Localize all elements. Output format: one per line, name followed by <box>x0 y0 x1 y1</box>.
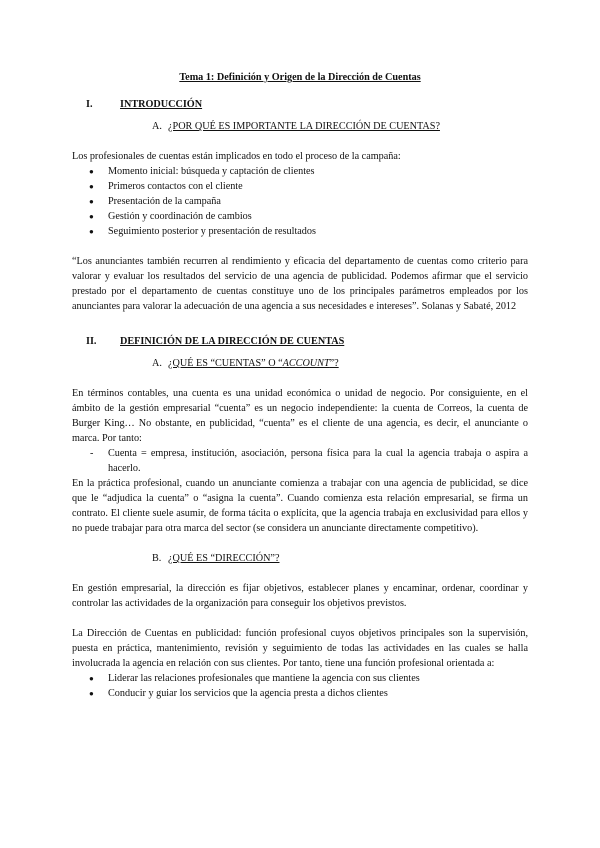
function-list <box>72 671 528 701</box>
document-title: Tema 1: Definición y Origen de la Dirección de Cuentas <box>179 72 421 83</box>
list-item: ● Presentación de la campaña <box>72 194 528 209</box>
intro-paragraph: Los profesionales de cuentas están implicados en todo el proceso de la campaña: <box>72 151 401 162</box>
professional-practice-paragraph: En la práctica profesional, cuando un anunciante comienza a trabajar con una agencia de publicidad, se dice que le “adjudica la cuenta” o “asigna la cuenta”. Cuando comienza esta relación empresarial, se firma un contrato. El cliente suele asumir, de forma tácita o explícita, que la agencia trabaja en exclusividad para ellos y no puede trabajar para otra marca del sector (se considera un anunciante directamente competitivo). <box>72 478 528 534</box>
section-2-title: DEFINICIÓN DE LA DIRECCIÓN DE CUENTAS <box>120 336 345 347</box>
section-1-number: I. <box>86 99 93 110</box>
list-item: ● Momento inicial: búsqueda y captación de clientes <box>72 164 528 179</box>
management-paragraph: En gestión empresarial, la dirección es fijar objetivos, establecer planes y encaminar, ordenar, coordinar y controlar las actividades de la organización para conseguir los objetivos previstos. <box>72 583 528 609</box>
section-2-heading <box>72 334 528 349</box>
list-item: - Cuenta = empresa, institución, asociación, persona física para la cual la agencia trabaja o aspira a hacerlo. <box>72 446 528 476</box>
list-item: ● Seguimiento posterior y presentación de resultados <box>72 224 528 239</box>
subsection-1a-heading <box>72 119 528 134</box>
account-direction-paragraph: La Dirección de Cuentas en publicidad: función profesional cuyos objetivos principales son la supervisión, puesta en práctica, mantenimiento, revisión y seguimiento de todas las actividades en las cuales se halla involucrada la agencia en relación con sus clientes. Por tanto, tiene una función profesional orientada a: <box>72 628 528 669</box>
document-page <box>72 70 528 701</box>
subsection-2b-number: B. <box>152 553 162 564</box>
accounts-definition-paragraph: En términos contables, una cuenta es una unidad económica o unidad de negocio. Por consiguiente, en el ámbito de la gestión empresarial “cuenta” es un negocio independiente: la cuenta de Correos, la cuenta de Burger King… No obstante, en publicidad, “cuenta” es el cliente de una agencia, es decir, el anunciante o marca. Por tanto: <box>72 388 528 444</box>
campaign-process-list <box>72 164 528 239</box>
subsection-2a-title: ¿QUÉ ES “CUENTAS” O “ACCOUNT”? <box>168 358 339 369</box>
quote-paragraph: “Los anunciantes también recurren al rendimiento y eficacia del departamento de cuentas como criterio para valorar y evaluar los resultados del servicio de una agencia de publicidad. Podemos afirmar que el servicio prestado por el departamento de cuentas constituye uno de los principales parámetros empleados por los anunciantes para valorar la adecuación de una agencia a sus necesidades e intereses”. Solanas y Sabaté, 2012 <box>72 256 528 312</box>
account-definition-list <box>72 446 528 476</box>
subsection-2a-number: A. <box>152 358 162 369</box>
section-1-heading <box>72 97 528 112</box>
subsection-2b-heading <box>72 551 528 566</box>
subsection-1a-title: ¿POR QUÉ ES IMPORTANTE LA DIRECCIÓN DE CUENTAS? <box>168 121 440 132</box>
section-2-number: II. <box>86 336 97 347</box>
list-item: ● Liderar las relaciones profesionales que mantiene la agencia con sus clientes <box>72 671 528 686</box>
subsection-1a-number: A. <box>152 121 162 132</box>
section-1-title: INTRODUCCIÓN <box>120 99 203 110</box>
subsection-2b-title: ¿QUÉ ES “DIRECCIÓN”? <box>168 553 280 564</box>
list-item: ● Gestión y coordinación de cambios <box>72 209 528 224</box>
subsection-2a-heading <box>72 356 528 371</box>
list-item: ● Primeros contactos con el cliente <box>72 179 528 194</box>
list-item: ● Conducir y guiar los servicios que la agencia presta a dichos clientes <box>72 686 528 701</box>
